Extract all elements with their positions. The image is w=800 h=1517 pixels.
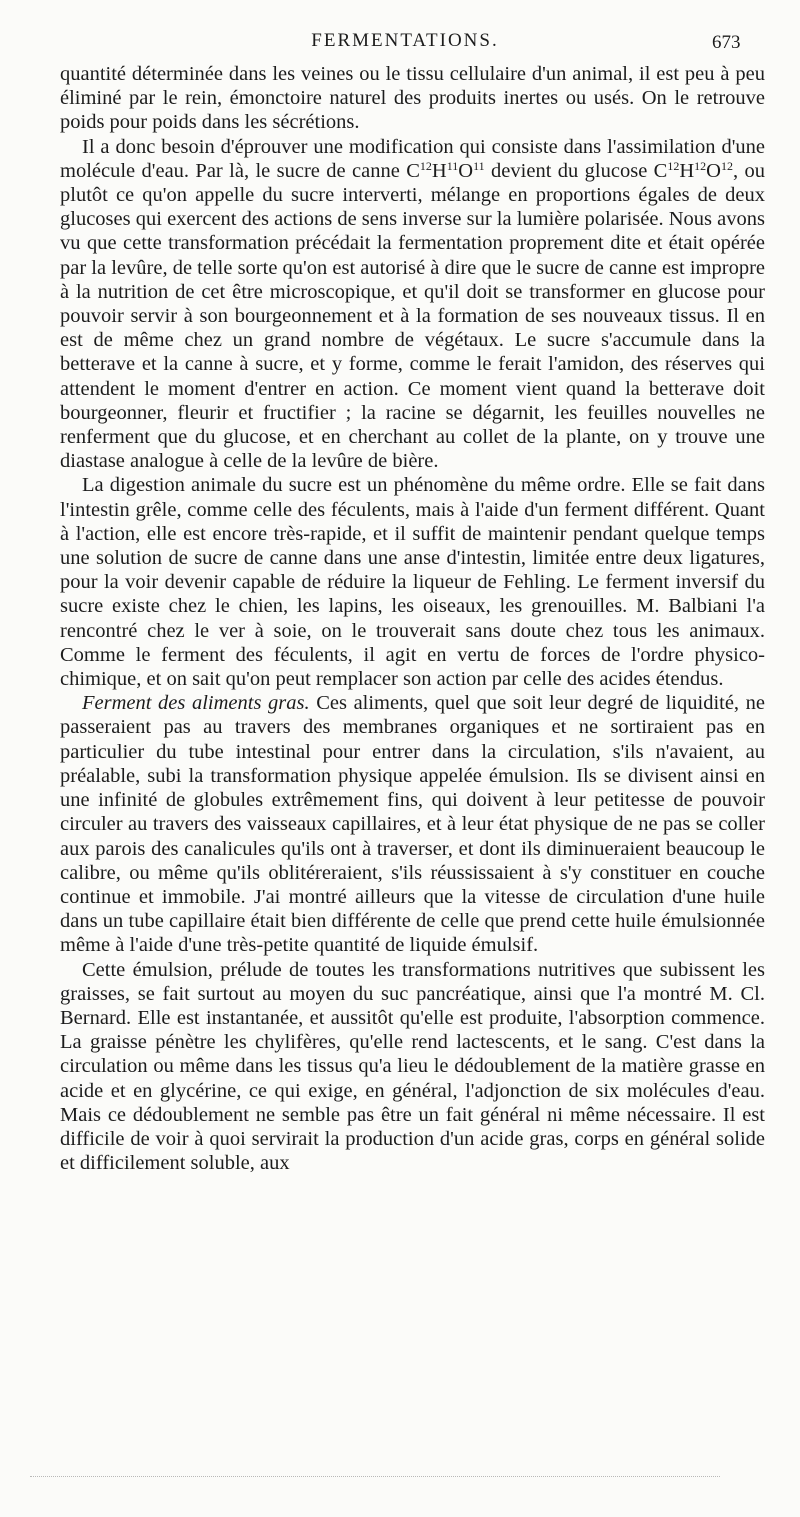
paragraph-text: Cette émulsion, prélude de toutes les transformations nutritives que subissent les graisses, se fait surtout au moyen du suc pancréatique, ainsi que l'a montré M. Cl. Bernard. Elle est instantanée, et aussitôt qu'elle est produite, l'absorption commence. La graisse pénètre les chylifères, qu'elle rend lactescents, et le sang. C'est dans la circulation ou même dans les tissus qu'a lieu le dédoublement de la matière grasse en acide et en glycérine, ce qui exige, en général, l'adjonction de six molécules d'eau. Mais ce dédoublement ne semble pas être un fait général ni même nécessaire. Il est difficile de voir à quoi servirait la production d'un acide gras, corps en général solide et difficilement soluble, aux bbox=[60, 958, 765, 1175]
paragraph-text-a: Il a donc besoin d'éprouver une modification qui consiste dans l'assimilation d'une molécule d'eau. Par là, le sucre de canne C bbox=[60, 135, 765, 182]
paragraph-cane-sugar bbox=[60, 135, 765, 474]
paragraph-continuation bbox=[60, 62, 765, 135]
formula-subscript: 12 bbox=[694, 158, 707, 173]
formula-subscript: 11 bbox=[473, 158, 485, 173]
paragraph-emulsion bbox=[60, 958, 765, 1176]
paragraph-text: quantité déterminée dans les veines ou le tissu cellulaire d'un animal, il est peu à peu éliminé par le rein, émonctoire naturel des produits inertes ou usés. On le retrouve poids pour poids dans les sécrétions. bbox=[60, 63, 765, 134]
formula-element: H bbox=[431, 159, 447, 182]
formula-subscript: 11 bbox=[446, 158, 459, 173]
paragraph-fat-ferment bbox=[60, 691, 765, 957]
paragraph-text-c: , ou plutôt ce qu'on appelle du sucre interverti, mélange en proportions égales de deux glucoses qui exercent des actions de sens inverse sur la lumière polarisée. Nous avons vu que cette transformation précédait la fermentation proprement dite et était opérée par la levûre, de telle sorte qu'on est autorisé à dire que le sucre de canne est impropre à la nutrition de cet être microscopique, et qu'il doit se transformer en glucose pour pouvoir servir à son bourgeonnement et à la formation de ses nouveaux tissus. Il en est de même chez un grand nombre de végétaux. Le sucre s'accumule dans la betterave et la canne à sucre, et y forme, comme le ferait l'amidon, des réserves qui attendent le moment d'entrer en action. Ce moment vient quand la betterave doit bourgeonner, fleurir et fructifier ; la racine se dégarnit, les feuilles nouvelles ne renferment que du glucose, et en cherchant au collet de la plante, on y trouve une diastase analogue à celle de la levûre de bière. bbox=[60, 159, 766, 473]
page-number: 673 bbox=[712, 32, 741, 53]
body-text bbox=[60, 62, 765, 1175]
formula-subscript: 12 bbox=[720, 158, 733, 173]
formula-subscript: 12 bbox=[419, 158, 432, 173]
paragraph-text-b: devient du glucose C bbox=[484, 159, 668, 182]
formula-element: O bbox=[458, 159, 474, 182]
formula-element: O bbox=[706, 159, 721, 182]
running-title: FERMENTATIONS. bbox=[311, 30, 499, 51]
footer-rule bbox=[30, 1476, 720, 1477]
paragraph-text: Ces aliments, quel que soit leur degré de liquidité, ne passeraient pas au travers des membranes organiques et ne sortiraient pas en particulier du tube intestinal pour entrer dans la circulation, s'ils n'avaient, au préalable, subi la transformation physique appelée émulsion. Ils se divisent ainsi en une infinité de globules extrêmement fins, qui doivent à leur petitesse de pouvoir circuler au travers des vaisseaux capillaires, et à leur état physique de ne pas se coller aux parois des canalicules qu'ils ont à traverser, et dont ils diminueraient beaucoup le calibre, ou même qu'ils oblitéreraient, s'ils réussissaient à s'y constituer en couche continue et immobile. J'ai montré ailleurs que la vitesse de circulation d'une huile dans un tube capillaire était bien différente de celle que prend cette huile émulsionnée même à l'aide d'une très-petite quantité de liquide émulsif. bbox=[60, 692, 766, 957]
formula-subscript: 12 bbox=[667, 158, 680, 173]
paragraph-lead-italic: Ferment des aliments gras. bbox=[82, 692, 310, 715]
page-header bbox=[0, 30, 800, 58]
formula-element: H bbox=[679, 159, 695, 182]
paragraph-text: La digestion animale du sucre est un phénomène du même ordre. Elle se fait dans l'intestin grêle, comme celle des féculents, mais à l'aide d'un ferment différent. Quant à l'action, elle est encore très-rapide, et il suffit de maintenir pendant quelque temps une solution de sucre de canne dans une anse d'intestin, limitée entre deux ligatures, pour la voir devenir capable de réduire la liqueur de Fehling. Le ferment inversif du sucre existe chez le chien, les lapins, les oiseaux, les grenouilles. M. Balbiani l'a rencontré chez le ver à soie, on le trouverait sans doute chez tous les animaux. Comme le ferment des féculents, il agit en vertu de forces de l'ordre physico-chimique, et on sait qu'on peut remplacer son action par celle des acides étendus. bbox=[60, 474, 765, 691]
paragraph-animal-digestion bbox=[60, 473, 765, 691]
